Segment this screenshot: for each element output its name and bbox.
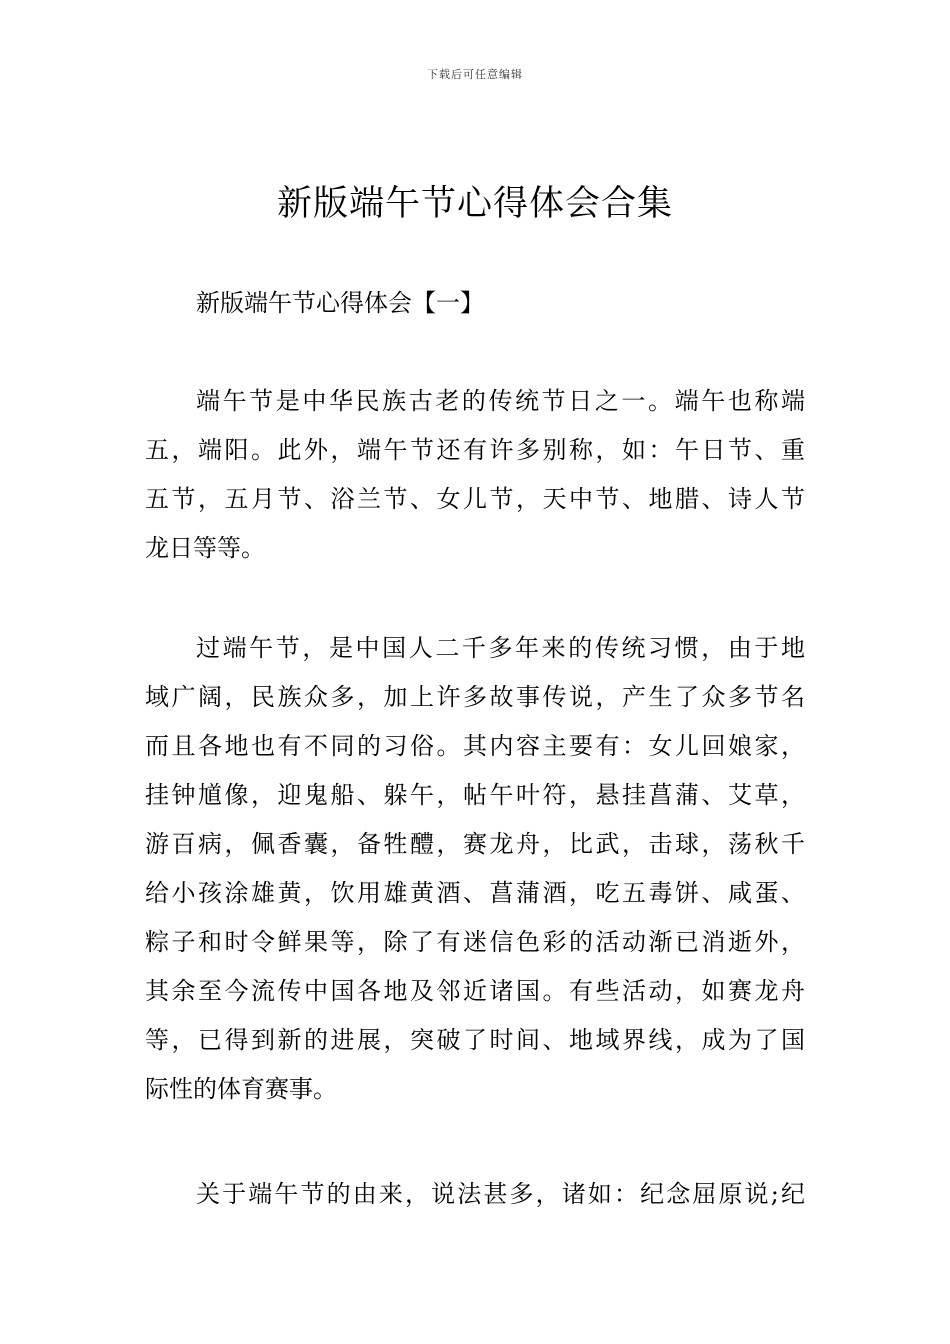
paragraph-line: 粽子和时令鲜果等，除了有迷信色彩的活动渐已消逝外， bbox=[145, 928, 805, 956]
header-note: 下载后可任意编辑 bbox=[427, 68, 523, 81]
paragraph-1 bbox=[145, 377, 805, 573]
paragraph-line: 五节，五月节、浴兰节、女儿节，天中节、地腊、诗人节 bbox=[145, 485, 805, 513]
paragraph-line: 而且各地也有不同的习俗。其内容主要有：女儿回娘家， bbox=[145, 732, 805, 760]
paragraph-line: 五，端阳。此外，端午节还有许多别称，如：午日节、重 bbox=[145, 436, 805, 464]
section-heading: 新版端午节心得体会【一】 bbox=[196, 289, 484, 317]
paragraph-line: 过端午节，是中国人二千多年来的传统习惯，由于地 bbox=[196, 634, 805, 662]
paragraph-line: 游百病，佩香囊，备牲醴，赛龙舟，比武，击球，荡秋千 bbox=[145, 830, 805, 858]
paragraph-line: 挂钟馗像，迎鬼船、躲午，帖午叶符，悬挂菖蒲、艾草， bbox=[145, 781, 805, 809]
paragraph-line: 域广阔，民族众多，加上许多故事传说，产生了众多节名 bbox=[145, 683, 805, 711]
paragraph-2 bbox=[145, 624, 805, 1114]
paragraph-3 bbox=[145, 1170, 805, 1219]
paragraph-line: 龙日等等。 bbox=[145, 534, 265, 562]
paragraph-line: 其余至今流传中国各地及邻近诸国。有些活动，如赛龙舟 bbox=[145, 977, 805, 1005]
paragraph-line: 给小孩涂雄黄，饮用雄黄酒、菖蒲酒，吃五毒饼、咸蛋、 bbox=[145, 879, 805, 907]
paragraph-line: 端午节是中华民族古老的传统节日之一。端午也称端 bbox=[196, 387, 805, 415]
paragraph-line: 际性的体育赛事。 bbox=[145, 1075, 337, 1103]
document-title: 新版端午节心得体会合集 bbox=[276, 184, 673, 224]
paragraph-line: 等，已得到新的进展，突破了时间、地域界线，成为了国 bbox=[145, 1026, 805, 1054]
paragraph-line: 关于端午节的由来，说法甚多，诸如：纪念屈原说;纪 bbox=[196, 1180, 805, 1208]
